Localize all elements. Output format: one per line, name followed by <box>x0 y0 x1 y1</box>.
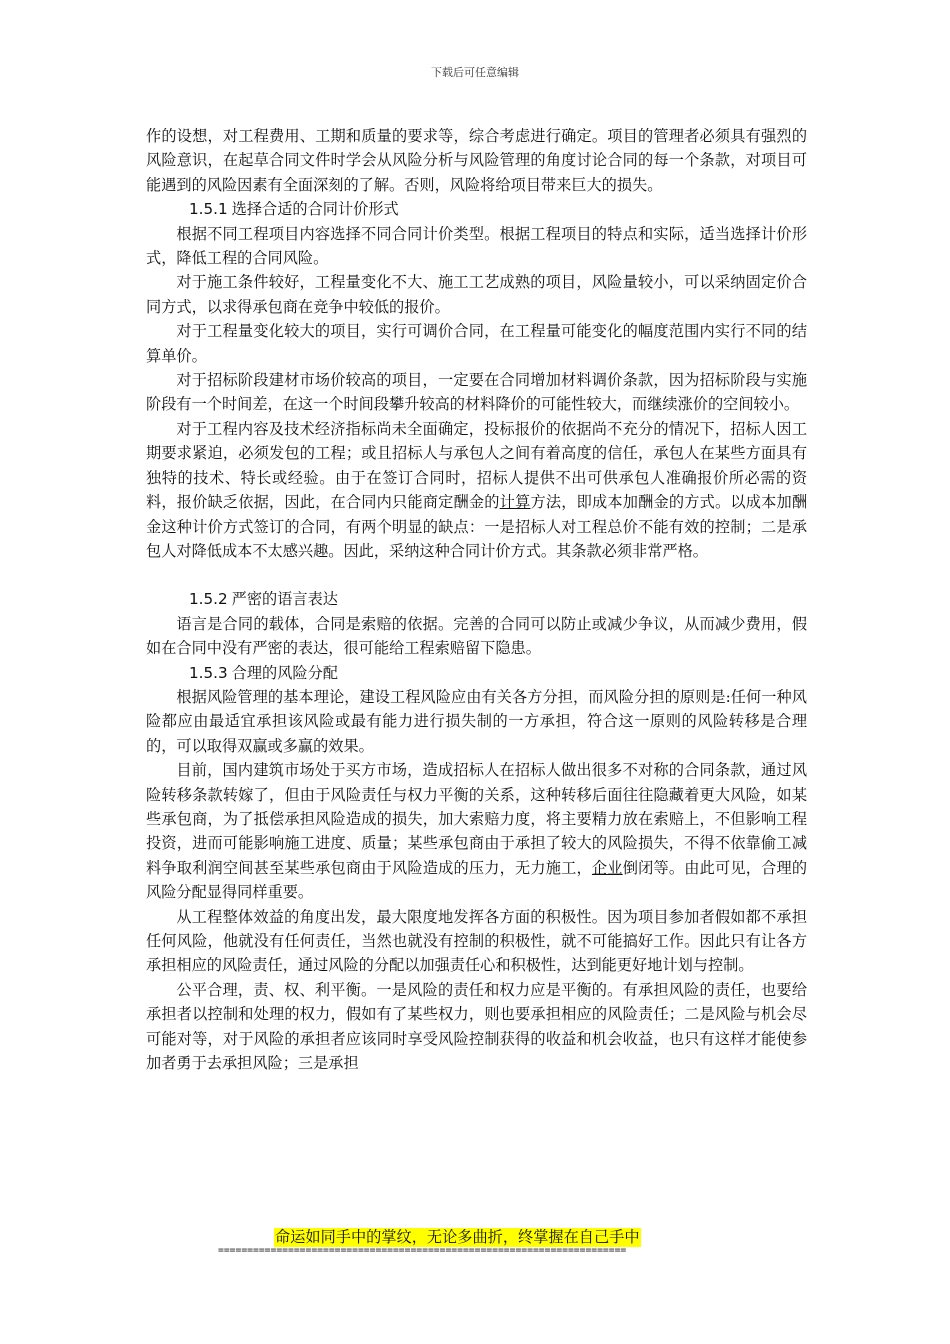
paragraph: 对于工程量变化较大的项目，实行可调价合同，在工程量可能变化的幅度范围内实行不同的结算单价。 <box>146 322 807 365</box>
paragraph: 公平合理，责、权、利平衡。一是风险的责任和权力应是平衡的。有承担风险的责任，也要给承担者以控制和处理的权力，假如有了某些权力，则也要承担相应的风险责任；二是风险与机会尽可能对等，对于风险的承担者应该同时享受风险控制获得的收益和机会收益，也只有这样才能使参加者勇于去承担风险；三是承担 <box>146 980 807 1073</box>
section-title: 合理的风险分配 <box>231 663 338 682</box>
page-header: 下载后可任意编辑 <box>431 66 519 79</box>
section-number: 1.5.2 <box>189 590 228 609</box>
paragraph-with-link <box>146 417 807 563</box>
paragraph: 根据风险管理的基本理论，建设工程风险应由有关各方分担，而风险分担的原则是:任何一种风险都应由最适宜承担该风险或最有能力进行损失制的一方承担，符合这一原则的风险转移是合理的，可以取得双赢或多赢的效果。 <box>146 687 807 755</box>
paragraph: 作的设想，对工程费用、工期和质量的要求等，综合考虑进行确定。项目的管理者必须具有强烈的风险意识，在起草合同文件时学会从风险分析与风险管理的角度讨论合同的每一个条款，对项目可能遇到的风险因素有全面深刻的了解。否则，风险将给项目带来巨大的损失。 <box>146 127 807 194</box>
paragraph-with-link <box>146 758 807 904</box>
section-heading-1-5-3 <box>146 661 807 685</box>
section-number: 1.5.3 <box>189 663 228 682</box>
enterprise-link[interactable]: 企业 <box>591 858 623 877</box>
section-number: 1.5.1 <box>189 200 228 219</box>
blank-line <box>146 563 807 587</box>
section-heading-1-5-2 <box>146 587 807 611</box>
calculation-link[interactable]: 计算 <box>499 493 531 512</box>
paragraph: 根据不同工程项目内容选择不同合同计价类型。根据工程项目的特点和实际，适当选择计价形式，降低工程的合同风险。 <box>146 224 807 268</box>
document-body <box>146 124 807 1075</box>
footer-divider-rule: ====================================================================== <box>218 1245 627 1256</box>
paragraph-text: 方法，即成本加酬金的方式。以成本加酬金这种计价方式签订的合同，有两个明显的缺点：一是招标人对工程总价不能有效的控制；二是承包人对降低成本不太感兴趣。因此，采纳这种合同计价方式。其条款必须非常严格。 <box>146 493 808 560</box>
footer-motto-highlight: 命运如同手中的掌纹，无论多曲折，终掌握在自己手中 <box>275 1228 640 1246</box>
paragraph-text: 目前，国内建筑市场处于买方市场，造成招标人在招标人做出很多不对称的合同条款，通过风险转移条款转嫁了，但由于风险责任与权力平衡的关系，这种转移后面往往隐藏着更大风险，如某些承包商，为了抵偿承担风险造成的损失，加大索赔力度，将主要精力放在索赔上，不但影响工程投资，进而可能影响施工进度、质量；某些承包商由于承担了较大的风险损失，不得不依靠偷工减料争取利润空间甚至某些承包商由于风险造成的压力，无力施工， <box>146 761 807 877</box>
paragraph-text: 倒闭等。由此可见，合理的风险分配显得同样重要。 <box>146 858 808 902</box>
paragraph: 对于施工条件较好，工程量变化不大、施工工艺成熟的项目，风险量较小，可以采纳固定价合同方式，以求得承包商在竞争中较低的报价。 <box>146 273 807 316</box>
paragraph: 对于招标阶段建材市场价较高的项目，一定要在合同增加材料调价条款，因为招标阶段与实施阶段有一个时间差，在这一个时间段攀升较高的材料降价的可能性较大，而继续涨价的空间较小。 <box>146 371 807 414</box>
section-heading-1-5-1 <box>146 197 807 221</box>
paragraph: 语言是合同的载体，合同是索赔的依据。完善的合同可以防止或减少争议，从而减少费用，假如在合同中没有严密的表达，很可能给工程索赔留下隐患。 <box>146 614 807 658</box>
section-title: 严密的语言表达 <box>231 590 338 609</box>
paragraph: 从工程整体效益的角度出发，最大限度地发挥各方面的积极性。因为项目参加者假如都不承担任何风险，他就没有任何责任，当然也就没有控制的积极性，就不可能搞好工作。因此只有让各方承担相应的风险责任，通过风险的分配以加强责任心和积极性，达到能更好地计划与控制。 <box>146 907 807 975</box>
paragraph-text: 对于工程内容及技术经济指标尚未全面确定，投标报价的依据尚不充分的情况下，招标人因工期要求紧迫，必须发包的工程；或且招标人与承包人之间有着高度的信任，承包人在某些方面具有独特的技术、特长或经验。由于在签订合同时，招标人提供不出可供承包人准确报价所必需的资料，报价缺乏依据，因此，在合同内只能商定酬金的 <box>146 419 807 512</box>
section-title: 选择合适的合同计价形式 <box>231 200 399 219</box>
